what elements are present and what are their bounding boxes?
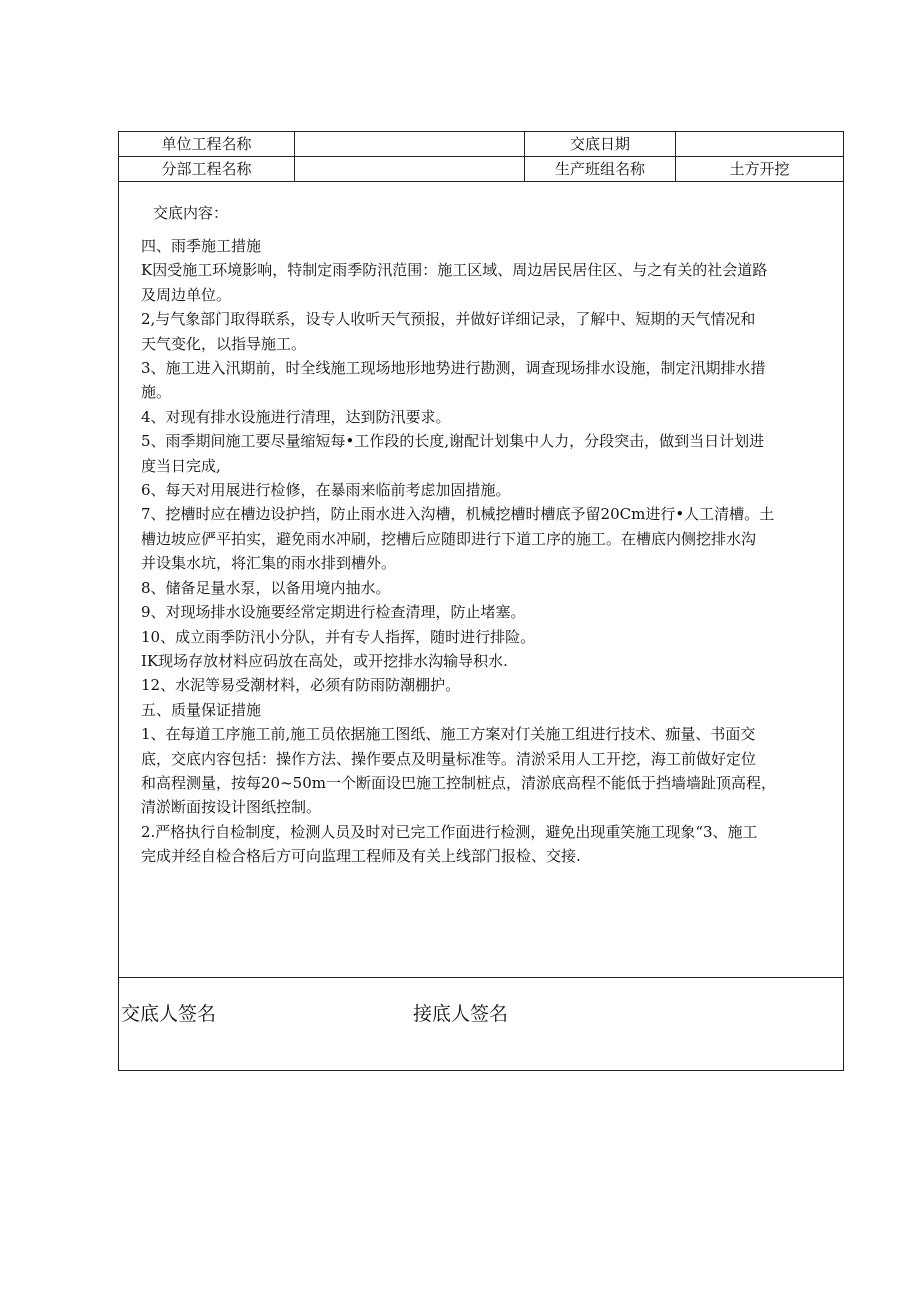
content-line: 天气变化，以指导施工。 [141, 334, 307, 353]
disclosure-content [119, 182, 843, 978]
work-team-name-value: 土方开挖 [729, 160, 790, 178]
content-line: 6、每天对用展进行检修，在暴雨来临前考虑加固措施。 [141, 481, 511, 500]
content-line: 完成并经自检合格后方可向监理工程师及有关上线部门报检、交接. [141, 847, 581, 866]
content-line: 10、成立雨季防汛小分队，并有专人指挥，随时进行排险。 [141, 627, 536, 646]
disclosure-date-label: 交底日期 [525, 132, 676, 156]
receiver-signature-label: 接底人签名 [413, 1003, 509, 1025]
header-row-1 [119, 132, 843, 157]
content-line: 和高程测量，按每20~50m一个断面设巴施工控制桩点，清淤底高程不能低于挡墙墙趾顶高程， [141, 773, 776, 792]
content-line: 1、在每道工序施工前,施工员依据施工图纸、施工方案对仃关施工组进行技术、痂量、书面交 [141, 725, 756, 744]
header-row-2 [119, 157, 843, 182]
content-line: 8、储备足量水泵，以备用境内抽水。 [141, 578, 391, 597]
content-line: 9、对现场排水设施要经常定期进行检查清理，防止堵塞。 [141, 603, 526, 622]
unit-project-name-label: 单位工程名称 [119, 132, 295, 156]
content-intro: 交底内容： [153, 204, 229, 222]
content-line: 四、雨季施工措施 [141, 237, 262, 255]
content-line: 5、雨季期间施工要尽量缩短每•工作段的长度,谢配计划集中人力，分段突击，做到当日计划进 [141, 432, 765, 451]
sub-project-name-label: 分部工程名称 [119, 157, 295, 181]
content-line: 清淤断面按设计图纸控制。 [141, 798, 322, 817]
disclosure-form [118, 131, 844, 1071]
content-line: 度当日完成, [141, 456, 221, 475]
giver-signature-label: 交底人签名 [121, 1003, 217, 1025]
unit-project-name-value [295, 132, 525, 156]
disclosure-date-value [676, 132, 843, 156]
content-line: 五、质量保证措施 [141, 700, 262, 719]
content-line: 及周边单位。 [141, 285, 232, 304]
content-line: 12、水泥等易受潮材料，必须有防雨防潮棚护。 [141, 676, 461, 695]
content-line: 4、对现有排水设施进行清理，达到防汛要求。 [141, 407, 451, 426]
work-team-name-label: 生产班组名称 [525, 157, 676, 181]
content-line: 3、施工进入汛期前，时全线施工现场地形地势进行勘测，调查现场排水设施，制定汛期排水措 [141, 359, 766, 378]
content-line: 底，交底内容包括：操作方法、操作要点及明量标准等。清淤采用人工开挖，海工前做好定位 [141, 749, 757, 768]
content-lines [141, 234, 829, 869]
content-line: 槽边坡应俨平拍实，避免雨水冲刷，挖槽后应随即进行下道工序的施工。在槽底内侧挖排水沟 [141, 529, 757, 548]
content-line: 2.严格执行自检制度，检测人员及时对已完工作面进行检测，避免出现重笑施工现象“3、施工 [141, 822, 758, 841]
content-line: 7、挖槽时应在槽边设护挡，防止雨水进入沟槽，机械挖槽时槽底予留20Cm进行•人工清槽。土 [141, 505, 775, 524]
content-line: 并设集水坑，将汇集的雨水排到槽外。 [141, 554, 397, 573]
content-line: 2,与气象部门取得联系，设专人收听天气预报，并做好详细记录，了解中、短期的天气情况和 [141, 310, 756, 329]
content-line: 施。 [141, 383, 172, 402]
signature-row [119, 978, 843, 1070]
sub-project-name-value [295, 157, 525, 181]
content-line: IK现场存放材料应码放在高处，或开挖排水沟输导积水. [141, 651, 508, 670]
content-line: K因受施工环境影响，特制定雨季防汛范围：施工区域、周边居民居住区、与之有关的社会道路 [141, 261, 768, 280]
